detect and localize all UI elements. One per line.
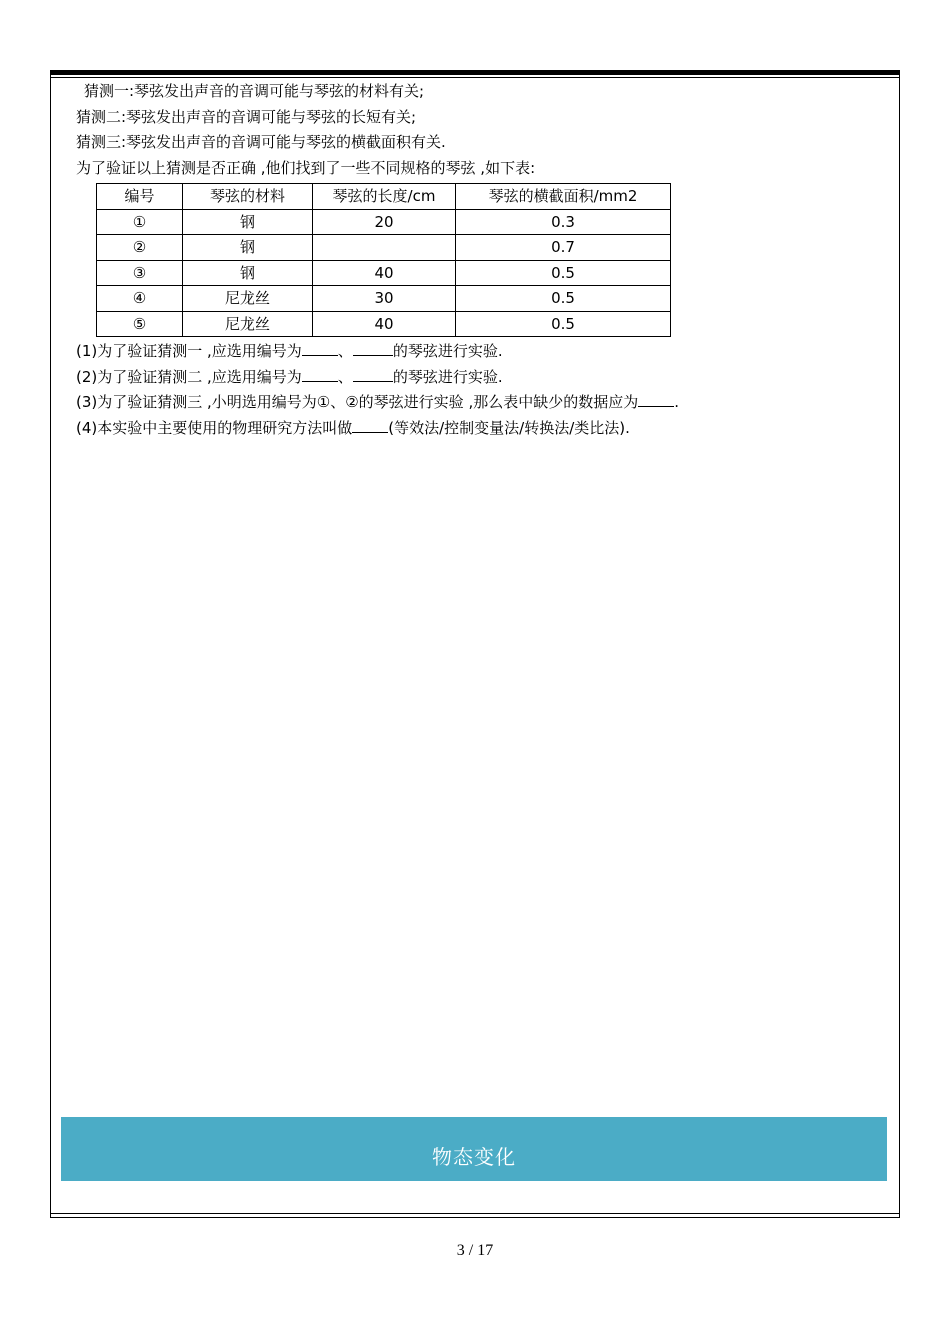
answer-blank [353, 340, 393, 356]
cell-area: 0.5 [456, 286, 671, 312]
page-number: 3 / 17 [456, 1242, 494, 1259]
cell-material: 尼龙丝 [183, 311, 313, 337]
cell-material: 钢 [183, 209, 313, 235]
question-3: (3)为了验证猜测三 ,小明选用编号为①、②的琴弦进行实验 ,那么表中缺少的数据应为 . [76, 393, 679, 411]
header-cell-number: 编号 [97, 184, 183, 210]
footer-rule [50, 1213, 900, 1214]
cell-number: ⑤ [97, 311, 183, 337]
cell-area: 0.7 [456, 235, 671, 261]
cell-area: 0.3 [456, 209, 671, 235]
table-intro: 为了验证以上猜测是否正确 ,他们找到了一些不同规格的琴弦 ,如下表: [76, 158, 536, 177]
table-row [97, 311, 671, 337]
cell-length [313, 235, 456, 261]
footer-rule-double [50, 1217, 900, 1218]
cell-length: 30 [313, 286, 456, 312]
header-cell-material: 琴弦的材料 [183, 184, 313, 210]
table-row [97, 209, 671, 235]
header-cell-length: 琴弦的长度/cm [313, 184, 456, 210]
cell-number: ① [97, 209, 183, 235]
answer-blank [352, 417, 388, 433]
table-header-row [97, 184, 671, 210]
cell-area: 0.5 [456, 311, 671, 337]
question-4: (4)本实验中主要使用的物理研究方法叫做 (等效法/控制变量法/转换法/类比法). [76, 418, 630, 437]
table-row [97, 286, 671, 312]
document-body [76, 79, 876, 441]
answer-blank [302, 340, 338, 356]
cell-number: ③ [97, 260, 183, 286]
answer-blank [302, 366, 338, 382]
cell-number: ④ [97, 286, 183, 312]
string-spec-table [96, 183, 671, 337]
table-row [97, 260, 671, 286]
cell-material: 钢 [183, 235, 313, 261]
cell-number: ② [97, 235, 183, 261]
cell-length: 40 [313, 311, 456, 337]
section-banner [61, 1117, 887, 1181]
guess-2: 猜测二:琴弦发出声音的音调可能与琴弦的长短有关; [76, 107, 417, 126]
cell-length: 40 [313, 260, 456, 286]
answer-blank [638, 391, 674, 407]
header-cell-area: 琴弦的横截面积/mm2 [456, 184, 671, 210]
cell-area: 0.5 [456, 260, 671, 286]
cell-material: 尼龙丝 [183, 286, 313, 312]
cell-material: 钢 [183, 260, 313, 286]
question-2: (2)为了验证猜测二 ,应选用编号为 、 的琴弦进行实验. [76, 367, 503, 386]
guess-1: 猜测一:琴弦发出声音的音调可能与琴弦的材料有关; [84, 82, 425, 100]
guess-3: 猜测三:琴弦发出声音的音调可能与琴弦的横截面积有关. [76, 133, 446, 151]
answer-blank [353, 366, 393, 382]
cell-length: 20 [313, 209, 456, 235]
question-1: (1)为了验证猜测一 ,应选用编号为 、 的琴弦进行实验. [76, 342, 503, 360]
section-banner-title: 物态变化 [432, 1144, 516, 1169]
table-row [97, 235, 671, 261]
